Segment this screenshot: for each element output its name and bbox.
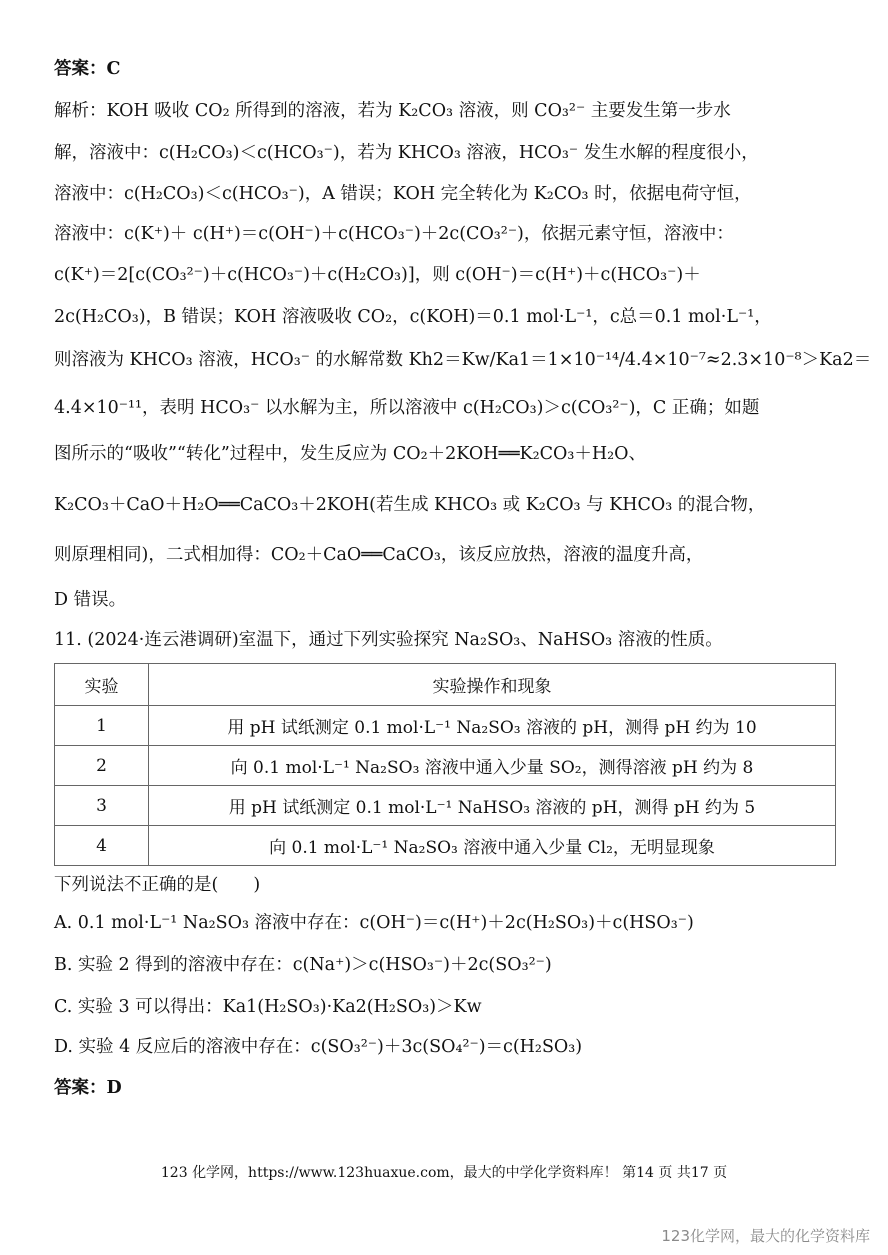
table-cell-description: 向 0.1 mol·L⁻¹ Na₂SO₃ 溶液中通入少量 SO₂，测得溶液 pH 约为 8 [149,746,836,786]
analysis-line: D 错误。 [54,590,127,610]
table-cell-description: 向 0.1 mol·L⁻¹ Na₂SO₃ 溶液中通入少量 Cl₂，无明显现象 [149,826,836,866]
analysis-line: 溶液中：c(H₂CO₃)＜c(HCO₃⁻)，A 错误；KOH 完全转化为 K₂CO₃ 时，依据电荷守恒， [54,184,752,204]
question-prompt: 下列说法不正确的是( ) [54,875,261,895]
table-header-row [55,664,836,706]
analysis-line: 4.4×10⁻¹¹，表明 HCO₃⁻ 以水解为主，所以溶液中 c(H₂CO₃)＞c(CO₃²⁻)，C 正确；如题 [54,398,760,418]
analysis-line: K₂CO₃＋CaO＋H₂O══CaCO₃＋2KOH(若生成 KHCO₃ 或 K₂CO₃ 与 KHCO₃ 的混合物， [54,495,766,515]
analysis-line: 图所示的“吸收”“转化”过程中，发生反应为 CO₂＋2KOH══K₂CO₃＋H₂O、 [54,444,646,464]
analysis-line: 解析：KOH 吸收 CO₂ 所得到的溶液，若为 K₂CO₃ 溶液，则 CO₃²⁻ 主要发生第一步水 [54,101,731,121]
table-row [55,706,836,746]
table-row [55,786,836,826]
option-d: D. 实验 4 反应后的溶液中存在：c(SO₃²⁻)＋3c(SO₄²⁻)＝c(H₂SO₃) [54,1037,583,1057]
table-cell-description: 用 pH 试纸测定 0.1 mol·L⁻¹ Na₂SO₃ 溶液的 pH，测得 pH 约为 10 [149,706,836,746]
analysis-line: 则溶液为 KHCO₃ 溶液，HCO₃⁻ 的水解常数 Kh2＝Kw/Ka1＝1×10⁻¹⁴/4.4×10⁻⁷≈2.3×10⁻⁸＞Ka2＝ [54,350,872,370]
analysis-line: 解，溶液中：c(H₂CO₃)＜c(HCO₃⁻)，若为 KHCO₃ 溶液，HCO₃⁻ 发生水解的程度很小， [54,143,759,163]
table-cell-number: 2 [55,746,149,786]
answer-label-1: 答案：C [54,59,121,79]
answer-label-2: 答案：D [54,1078,122,1098]
analysis-line: 溶液中：c(K⁺)＋ c(H⁺)＝c(OH⁻)＋c(HCO₃⁻)＋2c(CO₃²⁻)，依据元素守恒，溶液中： [54,224,734,244]
table-row [55,746,836,786]
table-header-cell: 实验 [55,664,149,706]
analysis-line: 2c(H₂CO₃)，B 错误；KOH 溶液吸收 CO₂，c(KOH)＝0.1 mol·L⁻¹，c总＝0.1 mol·L⁻¹， [54,307,772,327]
table-cell-number: 1 [55,706,149,746]
analysis-line: c(K⁺)＝2[c(CO₃²⁻)＋c(HCO₃⁻)＋c(H₂CO₃)]，则 c(OH⁻)＝c(H⁺)＋c(HCO₃⁻)＋ [54,265,701,285]
page-footer: 123 化学网，https://www.123huaxue.com，最大的中学化学资料库！ 第14 页 共17 页 [160,1165,728,1181]
table-header-cell: 实验操作和现象 [149,664,836,706]
analysis-line: 则原理相同)，二式相加得：CO₂＋CaO══CaCO₃，该反应放热，溶液的温度升高， [54,545,704,565]
table-cell-number: 4 [55,826,149,866]
table-cell-description: 用 pH 试纸测定 0.1 mol·L⁻¹ NaHSO₃ 溶液的 pH，测得 pH 约为 5 [149,786,836,826]
watermark: 123化学网，最大的化学资料库 [661,1227,870,1245]
option-c: C. 实验 3 可以得出：Ka1(H₂SO₃)·Ka2(H₂SO₃)＞Kw [54,997,482,1017]
option-b: B. 实验 2 得到的溶液中存在：c(Na⁺)＞c(HSO₃⁻)＋2c(SO₃²⁻) [54,955,552,975]
question-stem: 11. (2024·连云港调研)室温下，通过下列实验探究 Na₂SO₃、NaHSO₃ 溶液的性质。 [54,630,723,650]
experiment-table [54,663,836,866]
option-a: A. 0.1 mol·L⁻¹ Na₂SO₃ 溶液中存在：c(OH⁻)＝c(H⁺)＋2c(H₂SO₃)＋c(HSO₃⁻) [54,913,694,933]
table-row [55,826,836,866]
table-cell-number: 3 [55,786,149,826]
